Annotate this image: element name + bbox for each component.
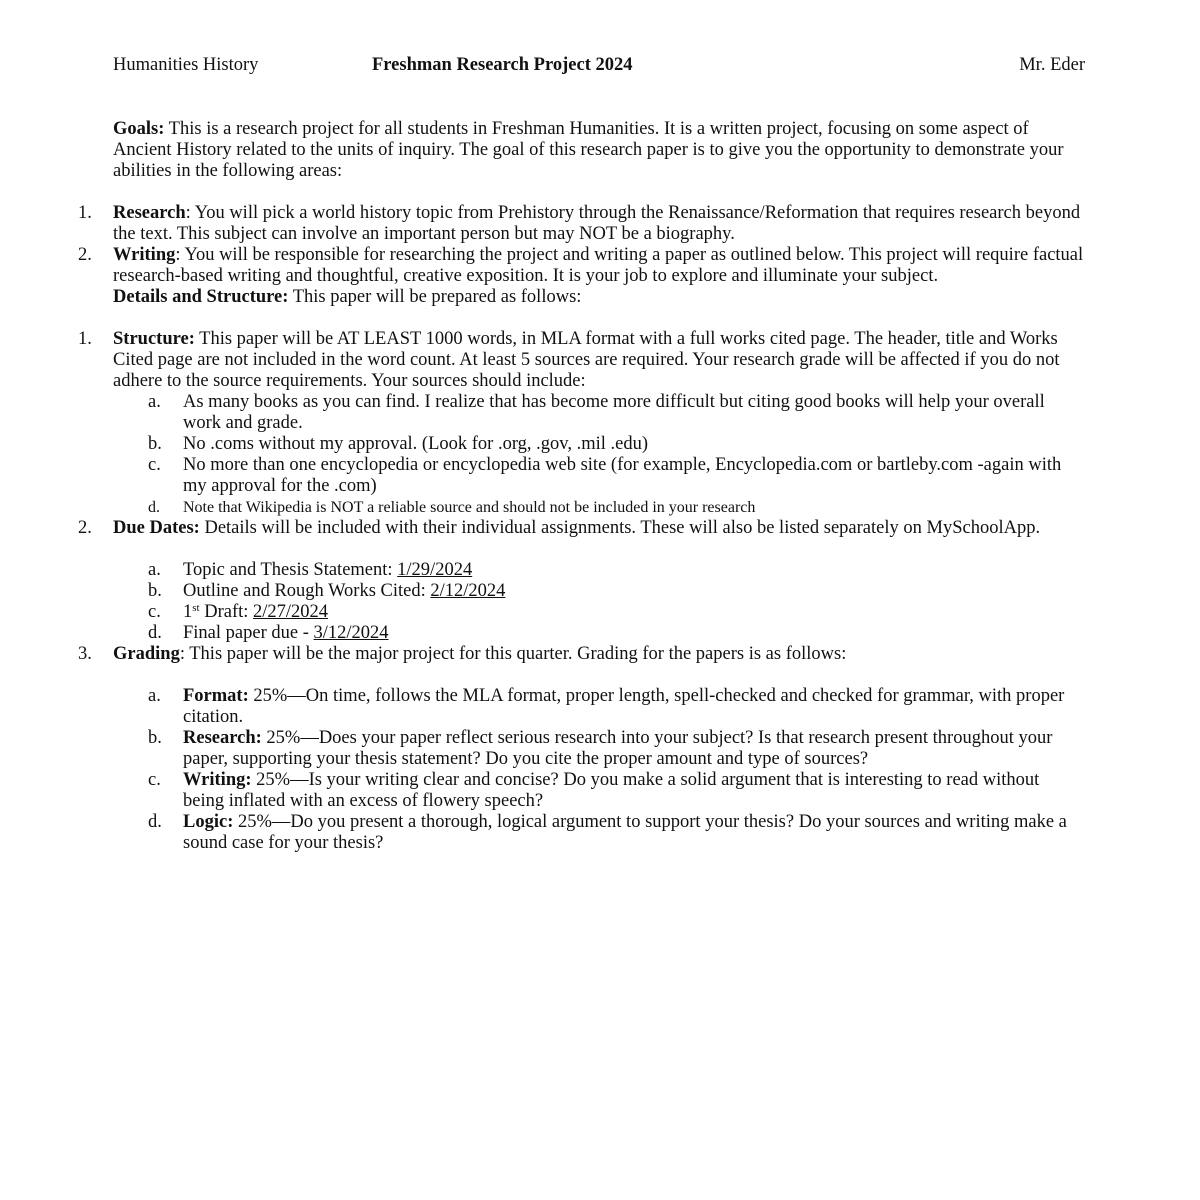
item-letter: a. [148, 686, 161, 706]
list-item [148, 623, 1085, 644]
details-paragraph [113, 287, 1085, 308]
due-dates-label: Due Dates: [113, 518, 200, 538]
teacher-name: Mr. Eder [1019, 55, 1085, 75]
goals-label: Goals: [113, 119, 165, 139]
due-date: 2/27/2024 [253, 602, 329, 622]
list-item [148, 455, 1085, 497]
item-text: 1 [183, 602, 193, 622]
section-number: 2. [78, 518, 92, 538]
grading-list [113, 686, 1085, 854]
item-letter: b. [148, 434, 162, 454]
item-text: Draft: [199, 602, 254, 622]
list-item [148, 728, 1085, 770]
item-text: Topic and Thesis Statement: [183, 560, 398, 580]
document-header [113, 55, 1085, 79]
goal-number: 2. [78, 245, 92, 265]
details-list [78, 329, 1085, 854]
item-text: No .coms without my approval. (Look for .org, .gov, .mil .edu) [183, 434, 649, 454]
list-item [148, 686, 1085, 728]
item-text: 25%—On time, follows the MLA format, proper length, spell-checked and checked for grammar, with proper citation. [183, 686, 1065, 727]
item-letter: d. [148, 812, 162, 832]
due-date: 2/12/2024 [430, 581, 506, 601]
item-text: 25%—Does your paper reflect serious research into your subject? Is that research present throughout your paper, supporting your thesis statement? Do you cite the proper amount and type of sources? [183, 728, 1053, 769]
goal-label: Writing [113, 245, 176, 265]
item-text: No more than one encyclopedia or encyclopedia web site (for example, Encyclopedia.com or bartleby.com -again with my approval for the .com) [183, 455, 1062, 496]
item-text: As many books as you can find. I realize that has become more difficult but citing good books will help your overall work and grade. [183, 392, 1045, 433]
section-number: 3. [78, 644, 92, 664]
item-text: Outline and Rough Works Cited: [183, 581, 431, 601]
item-text: Note that Wikipedia is NOT a reliable source and should not be included in your research [183, 499, 756, 516]
document-page [78, 55, 1085, 854]
due-date: 1/29/2024 [397, 560, 473, 580]
details-label: Details and Structure: [113, 287, 289, 307]
item-letter: a. [148, 392, 161, 412]
goal-list [78, 203, 1085, 287]
course-name: Humanities History [113, 55, 259, 75]
item-letter: b. [148, 728, 162, 748]
list-item [148, 602, 1085, 623]
criterion-label: Writing: [183, 770, 252, 790]
goals-paragraph [113, 119, 1085, 182]
item-letter: c. [148, 770, 161, 790]
goals-text: This is a research project for all students in Freshman Humanities. It is a written project, focusing on some aspect of Ancient History related to the units of inquiry. The goal of this research paper is to give you the opportunity to demonstrate your abilities in the following areas: [113, 119, 1064, 181]
structure-label: Structure: [113, 329, 195, 349]
item-letter: d. [148, 499, 160, 516]
item-text: 25%—Do you present a thorough, logical argument to support your thesis? Do your sources and writing make a sound case for your thesis? [183, 812, 1067, 853]
criterion-label: Logic: [183, 812, 234, 832]
list-item [148, 434, 1085, 455]
goal-item-writing [78, 245, 1085, 287]
item-letter: c. [148, 455, 161, 475]
ordinal-suffix: st [192, 602, 200, 614]
list-item [148, 812, 1085, 854]
goal-text: : You will pick a world history topic from Prehistory through the Renaissance/Reformation that requires research beyond the text. This subject can involve an important person but may NOT be a biography. [113, 203, 1081, 244]
structure-section [78, 329, 1085, 518]
due-dates-text: Details will be included with their individual assignments. These will also be listed separately on MySchoolApp. [199, 518, 1041, 538]
item-text: 25%—Is your writing clear and concise? Do you make a solid argument that is interesting to read without being inflated with an excess of flowery speech? [183, 770, 1040, 811]
list-item [148, 581, 1085, 602]
list-item [148, 392, 1085, 434]
details-text: This paper will be prepared as follows: [288, 287, 582, 307]
grading-section [78, 644, 1085, 854]
item-text: Final paper due - [183, 623, 314, 643]
criterion-label: Research: [183, 728, 262, 748]
goal-text: : You will be responsible for researching the project and writing a paper as outlined below. This project will require factual research-based writing and thoughtful, creative exposition. It is your job to explore and illuminate your subject. [113, 245, 1084, 286]
item-letter: b. [148, 581, 162, 601]
list-item [148, 497, 1085, 518]
criterion-label: Format: [183, 686, 249, 706]
goal-number: 1. [78, 203, 92, 223]
list-item [148, 770, 1085, 812]
item-letter: d. [148, 623, 162, 643]
item-letter: a. [148, 560, 161, 580]
due-dates-section [78, 518, 1085, 644]
goal-item-research [78, 203, 1085, 245]
structure-text: This paper will be AT LEAST 1000 words, in MLA format with a full works cited page. The header, title and Works Cited page are not included in the word count. At least 5 sources are required. Your research grade will be affected if you do not adhere to the source requirements. Your sources should include: [113, 329, 1060, 391]
source-requirements-list [113, 392, 1085, 518]
item-letter: c. [148, 602, 161, 622]
grading-label: Grading [113, 644, 180, 664]
document-title: Freshman Research Project 2024 [372, 55, 633, 75]
grading-text: : This paper will be the major project for this quarter. Grading for the papers is as follows: [179, 644, 847, 664]
due-date: 3/12/2024 [313, 623, 389, 643]
due-dates-list [113, 560, 1085, 644]
list-item [148, 560, 1085, 581]
section-number: 1. [78, 329, 92, 349]
goal-label: Research [113, 203, 186, 223]
